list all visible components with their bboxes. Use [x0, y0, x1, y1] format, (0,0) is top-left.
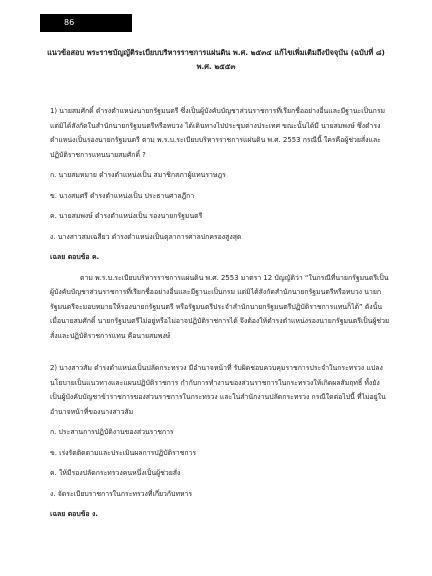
question-2-option-a: ก. ประสานการปฏิบัติงานของส่วนราชการ: [50, 428, 174, 436]
question-1-text: 1) นายสมศักดิ์ ดำรงตำแหน่งนายกรัฐมนตรี ซึ่งเป็นผู้บังคับบัญชาส่วนราชการที่เรียกชื่ออย่างอื่นและมีฐานะเป็นกรม แต่มิได้สังกัดในสำนักนายกรัฐมนตรีหรือทบวง ได้เดินทางไปประชุมต่างประเทศ ขณะนั้นได้มี นายสมพงษ์ ซึ่งดำรงตำแหน่งเป็นรองนายกรัฐมนตรี ตาม พ.ร.บ.ระเบียบบริหารราชการแผ่นดิน พ.ศ. 2553 กรณีนี้ ใครคือผู้ช่วยสั่งและปฏิบัติราชการแทนนายสมศักดิ์ ?: [50, 107, 386, 159]
question-2-option-b: ข. เร่งรัดติดตามและประเมินผลการปฏิบัติราชการ: [50, 448, 197, 457]
question-1-option-b: ข. นางสมศรี ดำรงตำแหน่งเป็น ประธานศาลฎีกา: [50, 191, 195, 200]
question-1-explanation: ตาม พ.ร.บ.ระเบียบบริหารราชการแผ่นดิน พ.ศ. 2553 มาตรา 12 บัญญัติว่า “ในกรณีที่นายกรัฐมนตรีเป็นผู้บังคับบัญชาส่วนราชการที่เรียกชื่ออย่างอื่นและมีฐานะเป็นกรม แต่มิได้สังกัดสำนักนายกรัฐมนตรีหรือทบวง นายกรัฐมนตรีจะมอบหมายให้รองนายกรัฐมนตรี หรือรัฐมนตรีประจำสำนักนายกรัฐมนตรีปฏิบัติราชการแทนก็ได้” ดังนั้น เมื่อนายสมศักดิ์ นายกรัฐมนตรีไม่อยู่หรือไม่อาจปฏิบัติราชการได้ จึงต้องให้ดำรงตำแหน่งรองนายกรัฐมนตรีเป็นผู้ช่วยสั่งและปฏิบัติราชการแทน คือนายสมพงษ์: [50, 273, 390, 340]
question-1-option-d: ง. นางสาวสมเฉลียว ดำรงตำแหน่งเป็นตุลาการศาลปกครองสูงสุด: [50, 232, 242, 241]
content: [50, 104, 390, 522]
question-2-option-d: ง. จัดระเบียบราชการในกระทรวงที่เกี่ยวกับทหาร: [50, 489, 193, 498]
question-1-option-a: ก. นายสมหมาย ดำรงตำแหน่งเป็น สมาชิกสภาผู้แทนราษฎร: [50, 171, 226, 179]
page-number: 86: [40, 14, 132, 32]
question-1-answer: เฉลย ตอบข้อ ค.: [50, 253, 100, 261]
question-2-text: 2) นางสาวสัม ดำรงตำแหน่งเป็นปลัดกระทรวง มีอำนาจหน้าที่ รับผิดชอบควบคุมราชการประจำในกระทรวง แปลงนโยบายเป็นแนวทางและแผนปฏิบัติราชการ กำกับการทำงานของส่วนราชการในกระทรวงให้เกิดผลสัมฤทธิ์ ทั้งยังเป็นผู้บังคับบัญชาข้าราชการของส่วนราชการในกระทรวง และในสำนักงานปลัดกระทรวง กรณีใดต่อไปนี้ ที่ไม่อยู่ในอำนาจหน้าที่ของนางสาวสัม: [50, 364, 386, 416]
document-title: แนวข้อสอบ พระราชบัญญัติระเบียบบริหารราชการแผ่นดิน พ.ศ. ๒๕๓๔ แก้ไขเพิ่มเติมถึงปัจจุบัน (ฉบับที่ ๘) พ.ศ. ๒๕๕๓: [47, 48, 385, 71]
question-2-option-c: ค. ให้มีรองปลัดกระทรวงคนหนึ่งเป็นผู้ช่วยสั่ง: [50, 469, 181, 477]
question-2-answer: เฉลย ตอบข้อ ง.: [50, 510, 98, 518]
question-1-option-c: ค. นายสมพงษ์ ดำรงตำแหน่งเป็น รองนายกรัฐมนตรี: [50, 212, 203, 220]
